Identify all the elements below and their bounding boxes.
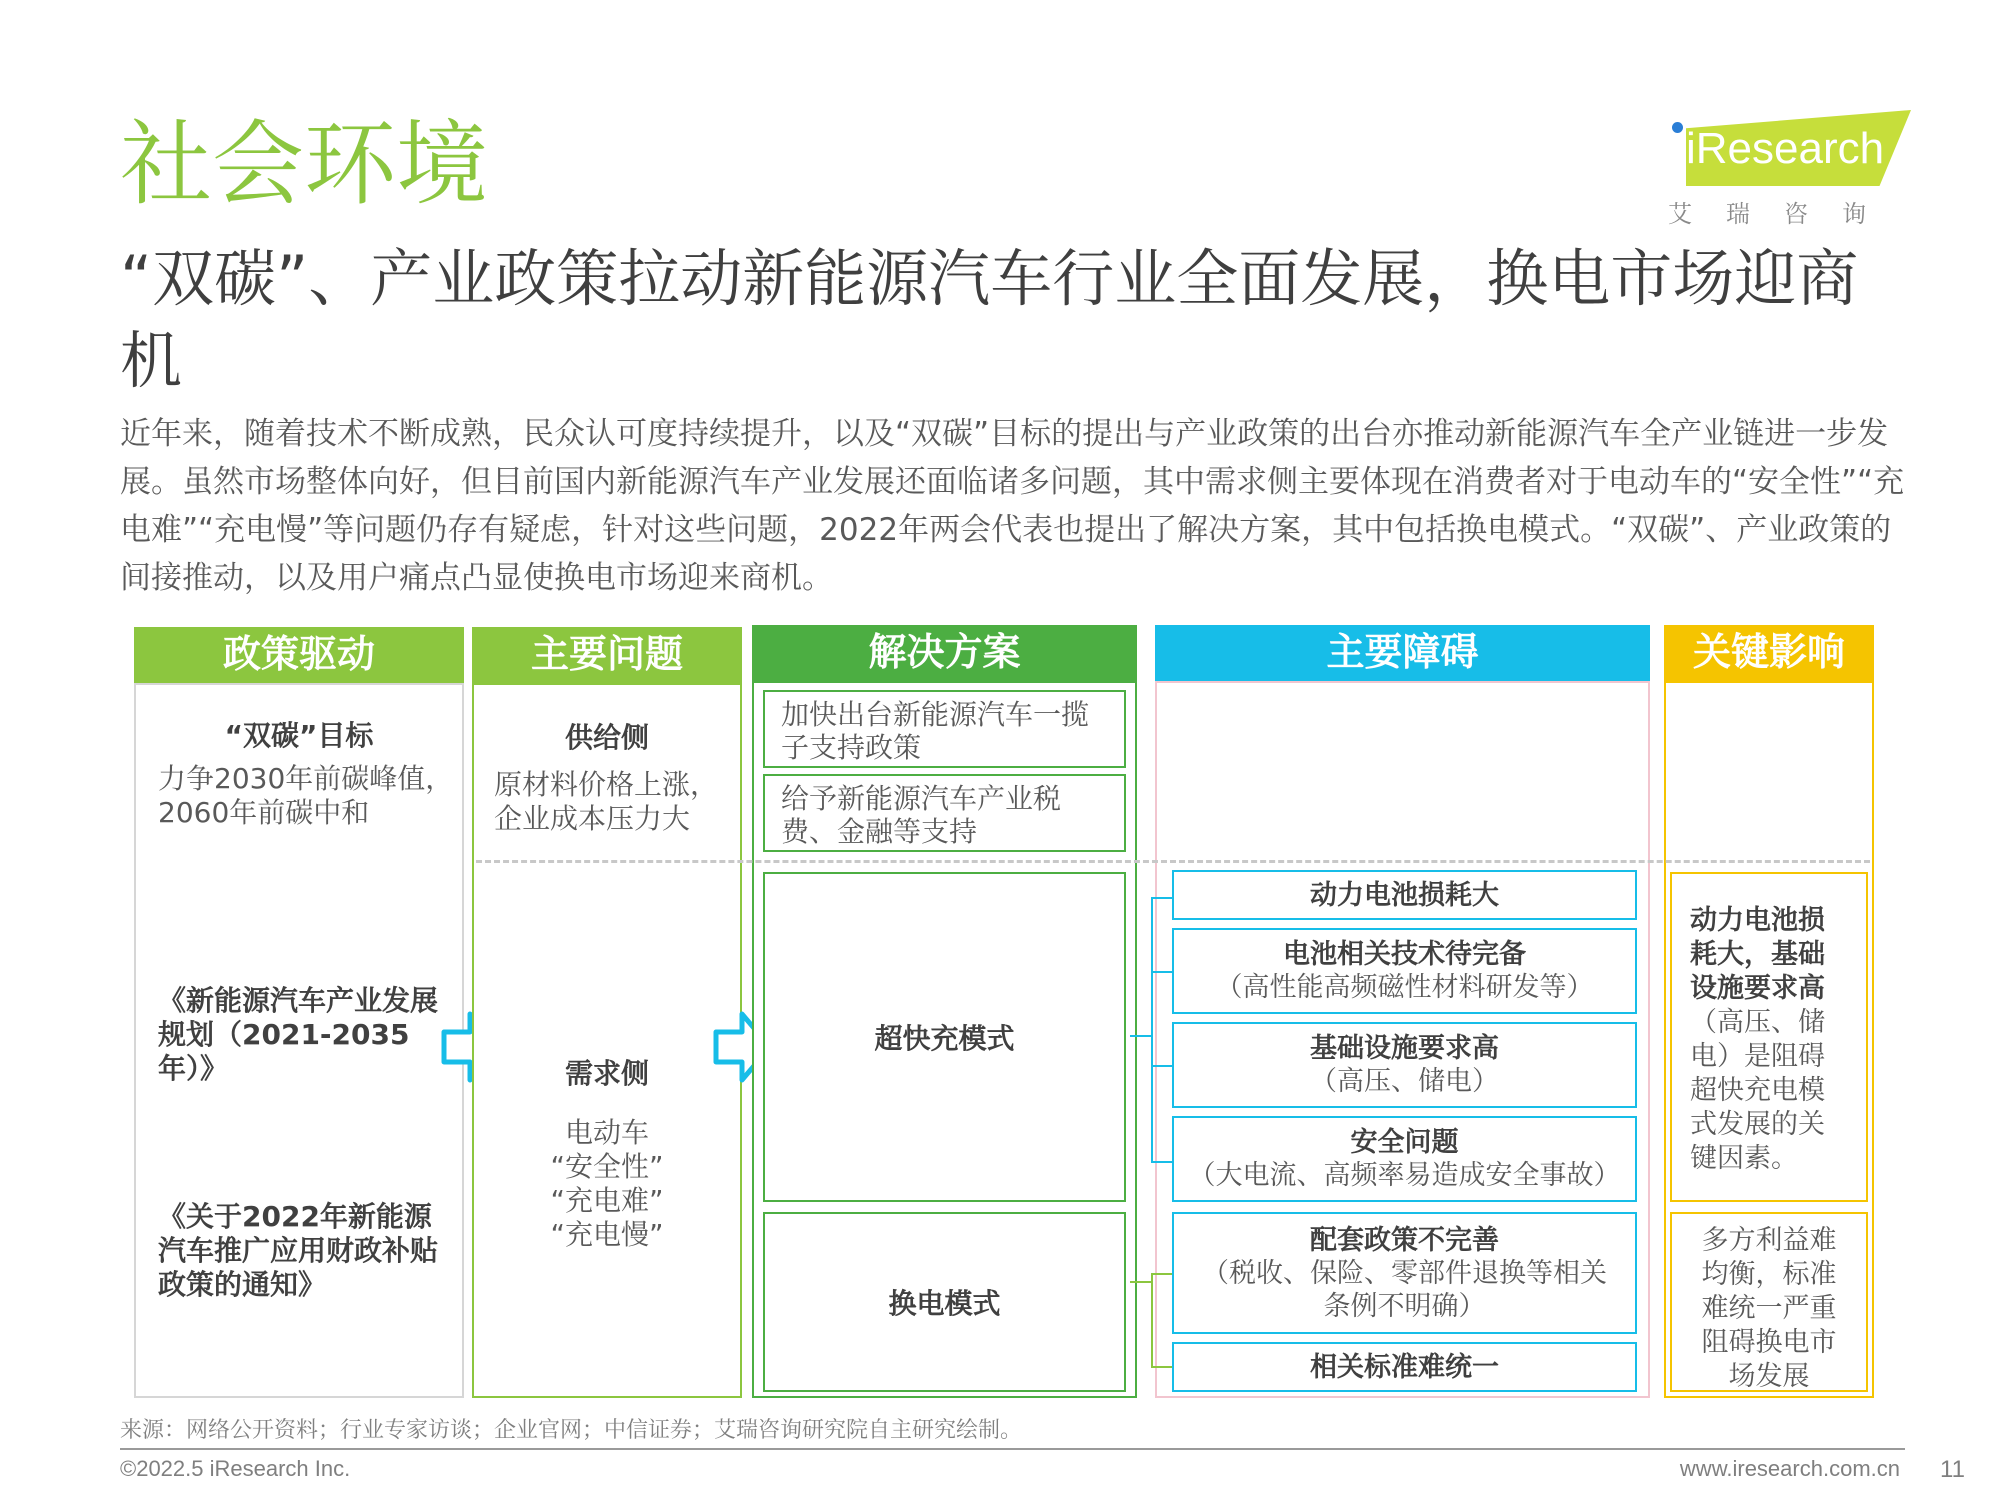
headline: “双碳”、产业政策拉动新能源汽车行业全面发展，换电市场迎商机 [120,242,1859,397]
solution-fast-charge: 超快充模式 [763,872,1126,1202]
barrier-title: 相关标准难统一 [1310,1351,1499,1383]
barrier-title: 动力电池损耗大 [1310,879,1499,911]
solution-policy-item: 加快出台新能源汽车一揽子支持政策 [763,690,1126,768]
impact-battery-swap: 多方利益难均衡，标准难统一严重阻碍换电市场发展 [1670,1212,1868,1392]
barrier-item [1172,1116,1637,1202]
section-title: 社会环境 [120,111,489,218]
policy-item-title: “双碳”目标 [224,719,374,752]
barrier-detail: （大电流、高频率易造成安全事故） [1188,1160,1621,1191]
barrier-title: 安全问题 [1350,1127,1459,1158]
impact-fast-charge [1670,872,1868,1202]
demand-line: “安全性” [550,1150,664,1183]
barrier-detail: （高压、储电） [1310,1066,1499,1097]
website-link[interactable]: www.iresearch.com.cn [1679,1456,1900,1481]
barrier-item [1172,928,1637,1014]
header-problems: 主要问题 [472,627,742,683]
solution-battery-swap: 换电模式 [763,1212,1126,1392]
barrier-detail: （高性能高频磁性材料研发等） [1215,972,1594,1003]
barrier-title: 电池相关技术待完备 [1283,939,1526,970]
demand-line: “充电难” [550,1184,664,1217]
header-solutions: 解决方案 [752,625,1137,681]
page-number: 11 [1940,1456,1965,1483]
demand-side-title: 需求侧 [564,1057,649,1090]
impact-fast-charge-bold: 动力电池损耗大，基础设施要求高 [1690,905,1825,1004]
demand-line: “充电慢” [550,1218,664,1251]
supply-side-title: 供给侧 [564,721,649,754]
barrier-item [1172,870,1637,920]
barrier-title: 基础设施要求高 [1310,1033,1499,1064]
barrier-connector [1126,880,1176,1390]
solution-policy-item: 给予新能源汽车产业税费、金融等支持 [763,774,1126,852]
barrier-detail: （税收、保险、零部件退换等相关条例不明确） [1202,1257,1607,1322]
copyright: ©2022.5 iResearch Inc. [120,1456,351,1481]
policy-item-text: 力争2030年前碳峰值，2060年前碳中和 [158,762,454,829]
policy-item-title: 《关于2022年新能源汽车推广应用财政补贴政策的通知》 [158,1200,439,1301]
barrier-item [1172,1342,1637,1392]
section-divider [476,860,1870,863]
barrier-title: 配套政策不完善 [1310,1224,1499,1256]
header-barriers: 主要障碍 [1155,625,1650,681]
logo-text: iResearch [1686,124,1885,173]
intro-paragraph: 近年来，随着技术不断成熟，民众认可度持续提升，以及“双碳”目标的提出与产业政策的出台亦推动新能源汽车全产业链进一步发展。虽然市场整体向好，但目前国内新能源汽车产业发展还面临诸多问题，其中需求侧主要体现在消费者对于电动车的“安全性”“充电难”“充电慢”等问题仍存有疑虑，针对这些问题，2022年两会代表也提出了解决方案，其中包括换电模式。“双碳”、产业政策的间接推动，以及用户痛点凸显使换电市场迎来商机。 [120,416,1905,596]
header-impact: 关键影响 [1664,625,1874,681]
policy-item-title: 《新能源汽车产业发展规划（2021-2035年）》 [158,984,439,1085]
demand-line: 电动车 [564,1116,649,1149]
demand-side-lines [472,1116,742,1252]
barrier-item [1172,1212,1637,1334]
source-note: 来源：网络公开资料；行业专家访谈；企业官网；中信证券；艾瑞咨询研究院自主研究绘制。 [120,1418,1023,1443]
header-policy: 政策驱动 [134,627,464,683]
footer-divider [120,1448,1905,1450]
impact-fast-charge-text: （高压、储电）是阻碍超快充电模式发展的关键因素。 [1690,1007,1825,1174]
barrier-item [1172,1022,1637,1108]
supply-side-text: 原材料价格上涨，企业成本压力大 [494,768,719,835]
logo-subtitle: 艾瑞咨询 [1668,200,1900,228]
logo-dot-icon [1672,122,1683,133]
